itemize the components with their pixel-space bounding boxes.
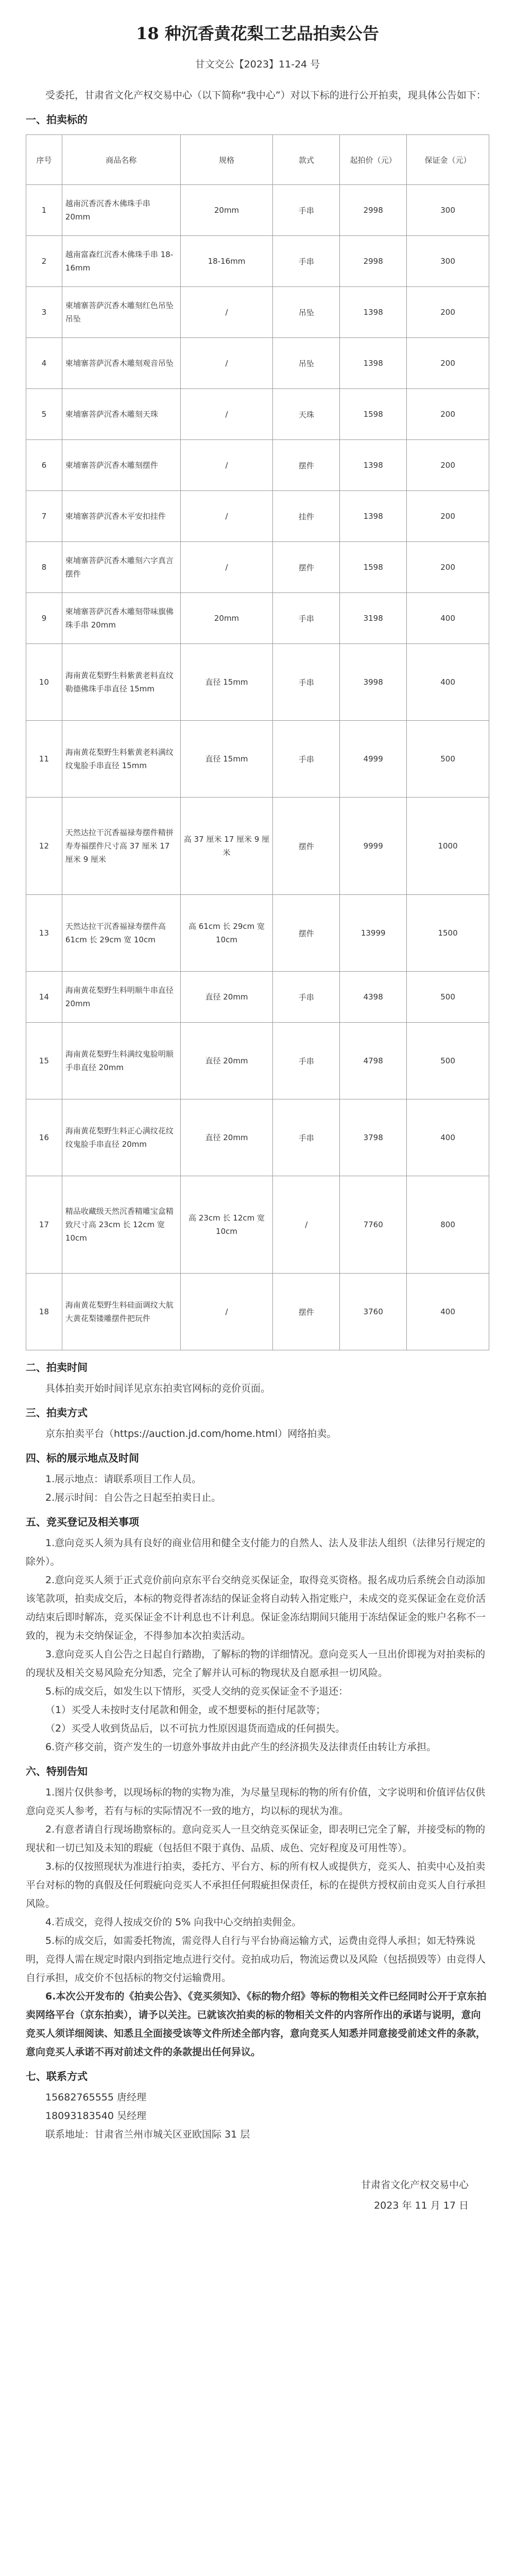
cell-no: 4 (26, 338, 62, 389)
cell-name: 柬埔寨菩萨沉香木雕刻摆件 (62, 440, 180, 491)
col-header-name: 商品名称 (62, 135, 180, 185)
cell-spec: 直径 15mm (180, 644, 273, 721)
cell-deposit: 300 (407, 236, 489, 287)
cell-spec: 直径 15mm (180, 721, 273, 798)
cell-name: 越南富森红沉香木佛珠手串 18-16mm (62, 236, 180, 287)
cell-price: 1398 (340, 440, 407, 491)
contact-phone-1: 15682765555 唐经理 (45, 2092, 147, 2103)
cell-spec: / (180, 338, 273, 389)
cell-no: 5 (26, 389, 62, 440)
section-heading-viewing: 四、标的展示地点及时间 (26, 1452, 139, 1464)
cell-price: 3798 (340, 1099, 407, 1176)
cell-deposit: 400 (407, 1274, 489, 1350)
cell-spec: 高 37 厘米 17 厘米 9 厘米 (180, 798, 273, 895)
cell-name: 柬埔寨菩萨沉香木雕刻观音吊坠 (62, 338, 180, 389)
cell-deposit: 400 (407, 644, 489, 721)
notice-item-5: 5.标的成交后，如需委托物流，需竞得人自行与平台协商运输方式，运费由竞得人承担；如无特殊说明，竞得人需在规定时限内到指定地点进行交付。竞拍成功后，物流运费以及风险（包括损毁等）由竞得人自行承担，成交价不包括标的物交付运输费用。 (26, 1935, 486, 1984)
intro-paragraph: 受委托，甘肃省文化产权交易中心（以下简称“我中心”）对以下标的进行公开拍卖，现具体公告如下： (45, 90, 486, 101)
cell-name: 天然达拉干沉香福禄寿摆件精拼寿寿福摆件尺寸高 37 厘米 17 厘米 9 厘米 (62, 798, 180, 895)
section-heading-time: 二、拍卖时间 (26, 1361, 88, 1374)
table-row (26, 798, 489, 895)
table-row (26, 1023, 489, 1099)
registration-item-1: 1.意向竞买人须为具有良好的商业信用和健全支付能力的自然人、法人及非法人组织（法律另行规定的除外）。 (26, 1537, 486, 1567)
cell-name: 海南黄花梨野生料正心满纹花纹纹鬼脸手串直径 20mm (62, 1099, 180, 1176)
section-heading-registration: 五、竞买登记及相关事项 (26, 1516, 139, 1528)
cell-spec: 20mm (180, 185, 273, 236)
table-row (26, 593, 489, 644)
cell-price: 13999 (340, 895, 407, 972)
cell-spec: / (180, 440, 273, 491)
cell-spec: / (180, 491, 273, 542)
table-row (26, 491, 489, 542)
contact-phone-2: 18093183540 吴经理 (45, 2110, 147, 2122)
registration-subitem-1: （1）买受人未按时支付尾款和佣金，或不想要标的拒付尾款等； (45, 1704, 326, 1716)
table-row (26, 287, 489, 338)
cell-style: 摆件 (273, 895, 340, 972)
signature-org: 甘肃省文化产权交易中心 (360, 2179, 469, 2191)
cell-name: 海南黄花梨野生料紫黄老料直纹勒德佛珠手串直径 15mm (62, 644, 180, 721)
table-row (26, 972, 489, 1023)
cell-price: 4798 (340, 1023, 407, 1099)
cell-spec: / (180, 1274, 273, 1350)
table-row (26, 542, 489, 593)
notice-item-3: 3.标的仅按照现状为准进行拍卖，委托方、平台方、标的所有权人或提供方，竞买人、拍卖中心及拍卖平台对标的物的真假及任何瑕疵向竞买人不承担任何瑕疵担保责任，标的在提供方授权前由竞买人自行承担风险。 (26, 1861, 486, 1909)
col-header-no: 序号 (26, 135, 62, 185)
cell-style: 摆件 (273, 798, 340, 895)
section-heading-method: 三、拍卖方式 (26, 1406, 88, 1419)
signature-date: 2023 年 11 月 17 日 (374, 2200, 469, 2211)
notice-item-4: 4.若成交，竞得人按成交价的 5% 向我中心交纳拍卖佣金。 (45, 1917, 302, 1928)
cell-style: 天珠 (273, 389, 340, 440)
cell-price: 3760 (340, 1274, 407, 1350)
cell-no: 15 (26, 1023, 62, 1099)
registration-item-3: 3.意向竞买人自公告之日起自行踏勘，了解标的物的详细情况。意向竞买人一旦出价即视为对拍卖标的的现状及相关交易风险充分知悉，完全了解并认可标的物现状及自愿承担一切风险。 (26, 1649, 486, 1679)
section-heading-lots: 一、拍卖标的 (26, 113, 88, 126)
col-header-spec: 规格 (180, 135, 273, 185)
cell-price: 1398 (340, 491, 407, 542)
cell-deposit: 500 (407, 721, 489, 798)
cell-deposit: 500 (407, 1023, 489, 1099)
cell-name: 柬埔寨菩萨沉香木雕刻天珠 (62, 389, 180, 440)
cell-spec: 直径 20mm (180, 972, 273, 1023)
cell-price: 1598 (340, 542, 407, 593)
cell-style: 摆件 (273, 542, 340, 593)
registration-item-6: 6.资产移交前，资产发生的一切意外事故并由此产生的经济损失及法律责任由转让方承担。 (45, 1741, 437, 1753)
cell-name: 海南黄花梨野生料明顺牛串直径 20mm (62, 972, 180, 1023)
notice-item-6: 6.本次公开发布的《拍卖公告》、《竞买须知》、《标的物介绍》等标的物相关文件已经同时公开于京东拍卖网络平台（京东拍卖），请予以关注。已就该次拍卖的标的物相关文件的内容所作出的承诺与说明，意向竞买人须详细阅读、知悉且全面接受该等文件所述全部内容，意向竞买人知悉并同意接受前述文件的条款，意向竞买人承诺不再对前述文件的条款提出任何异议。 (26, 1991, 487, 2058)
cell-style: 手串 (273, 721, 340, 798)
col-header-price: 起拍价（元） (340, 135, 407, 185)
cell-style: 手串 (273, 593, 340, 644)
cell-no: 2 (26, 236, 62, 287)
cell-deposit: 1000 (407, 798, 489, 895)
cell-no: 17 (26, 1176, 62, 1274)
viewing-location: 1.展示地点：请联系项目工作人员。 (45, 1473, 202, 1485)
cell-style: 挂件 (273, 491, 340, 542)
auction-method-text: 京东拍卖平台（https://auction.jd.com/home.html）网络拍卖。 (45, 1428, 337, 1439)
cell-style: 手串 (273, 972, 340, 1023)
cell-style: / (273, 1176, 340, 1274)
table-row (26, 1099, 489, 1176)
cell-no: 18 (26, 1274, 62, 1350)
cell-name: 柬埔寨菩萨沉香木雕刻带味旗佛珠手串 20mm (62, 593, 180, 644)
cell-deposit: 300 (407, 185, 489, 236)
cell-name: 海南黄花梨野生料硅面调纹大航大黄花梨镂雕摆件把玩件 (62, 1274, 180, 1350)
table-row (26, 236, 489, 287)
signature-block (26, 2175, 489, 2216)
contact-address: 联系地址：甘肃省兰州市城关区亚欧国际 31 层 (45, 2129, 250, 2140)
cell-no: 10 (26, 644, 62, 721)
notice-item-2: 2.有意者请自行现场勘察标的。意向竞买人一旦交纳竞买保证金，即表明已完全了解，并接受标的物的现状和一切已知及未知的瑕疵（包括但不限于真伪、品质、成色、完好程度及可用性等）。 (26, 1824, 486, 1854)
page-title: 18 种沉香黄花梨工艺品拍卖公告 (136, 24, 379, 43)
cell-name: 柬埔寨菩萨沉香木雕刻红色吊坠吊坠 (62, 287, 180, 338)
cell-spec: 直径 20mm (180, 1099, 273, 1176)
cell-spec: / (180, 542, 273, 593)
cell-style: 摆件 (273, 440, 340, 491)
registration-subitem-2: （2）买受人收到货品后，以不可抗力性原因退货而造成的任何损失。 (45, 1723, 346, 1734)
viewing-time: 2.展示时间：自公告之日起至拍卖日止。 (45, 1492, 221, 1503)
cell-name: 海南黄花梨野生料紫黄老料满纹纹鬼脸手串直径 15mm (62, 721, 180, 798)
document-number: 甘文交公【2023】11-24 号 (195, 59, 320, 70)
col-header-deposit: 保证金（元） (407, 135, 489, 185)
cell-no: 6 (26, 440, 62, 491)
cell-name: 越南沉香沉香木佛珠手串 20mm (62, 185, 180, 236)
cell-deposit: 200 (407, 389, 489, 440)
cell-price: 3198 (340, 593, 407, 644)
cell-deposit: 500 (407, 972, 489, 1023)
cell-style: 吊坠 (273, 338, 340, 389)
lots-table (26, 134, 489, 1350)
cell-style: 摆件 (273, 1274, 340, 1350)
cell-no: 1 (26, 185, 62, 236)
cell-no: 8 (26, 542, 62, 593)
table-row (26, 1176, 489, 1274)
cell-price: 2998 (340, 236, 407, 287)
cell-style: 吊坠 (273, 287, 340, 338)
cell-name: 柬埔寨菩萨沉香木平安扣挂件 (62, 491, 180, 542)
table-row (26, 185, 489, 236)
cell-spec: 18-16mm (180, 236, 273, 287)
cell-style: 手串 (273, 1023, 340, 1099)
cell-name: 天然达拉干沉香福禄寿摆件高 61cm 长 29cm 宽 10cm (62, 895, 180, 972)
cell-deposit: 200 (407, 440, 489, 491)
col-header-style: 款式 (273, 135, 340, 185)
lots-table-body (26, 185, 489, 1350)
cell-no: 9 (26, 593, 62, 644)
table-row (26, 440, 489, 491)
cell-spec: / (180, 287, 273, 338)
cell-price: 2998 (340, 185, 407, 236)
cell-no: 11 (26, 721, 62, 798)
cell-deposit: 200 (407, 338, 489, 389)
cell-deposit: 400 (407, 593, 489, 644)
cell-no: 12 (26, 798, 62, 895)
cell-spec: / (180, 389, 273, 440)
cell-style: 手串 (273, 185, 340, 236)
cell-name: 精品收藏级天然沉香精雕宝盒精致尺寸高 23cm 长 12cm 宽 10cm (62, 1176, 180, 1274)
notice-item-1: 1.图片仅供参考，以现场标的物的实物为准，为尽量呈现标的物的所有价值，文字说明和价值评估仅供意向竞买人参考，若有与标的实际情况不一致的地方，均以标的现状为准。 (26, 1787, 486, 1817)
cell-spec: 高 23cm 长 12cm 宽 10cm (180, 1176, 273, 1274)
cell-spec: 高 61cm 长 29cm 宽 10cm (180, 895, 273, 972)
cell-price: 4999 (340, 721, 407, 798)
cell-price: 9999 (340, 798, 407, 895)
cell-price: 7760 (340, 1176, 407, 1274)
cell-price: 4398 (340, 972, 407, 1023)
cell-name: 海南黄花梨野生料满纹鬼脸明顺手串直径 20mm (62, 1023, 180, 1099)
cell-deposit: 200 (407, 287, 489, 338)
cell-price: 3998 (340, 644, 407, 721)
cell-no: 3 (26, 287, 62, 338)
cell-deposit: 400 (407, 1099, 489, 1176)
cell-price: 1398 (340, 338, 407, 389)
cell-spec: 直径 20mm (180, 1023, 273, 1099)
cell-name: 柬埔寨菩萨沉香木雕刻六字真言摆件 (62, 542, 180, 593)
section-heading-notice: 六、特别告知 (26, 1765, 88, 1777)
cell-deposit: 200 (407, 542, 489, 593)
auction-time-text: 具体拍卖开始时间详见京东拍卖官网标的竞价页面。 (45, 1383, 271, 1394)
table-row (26, 895, 489, 972)
cell-deposit: 200 (407, 491, 489, 542)
table-row (26, 338, 489, 389)
cell-no: 14 (26, 972, 62, 1023)
cell-deposit: 1500 (407, 895, 489, 972)
cell-style: 手串 (273, 1099, 340, 1176)
cell-spec: 20mm (180, 593, 273, 644)
registration-item-5: 5.标的成交后，如发生以下情形，买受人交纳的竞买保证金不予退还： (45, 1686, 349, 1697)
table-row (26, 1274, 489, 1350)
table-row (26, 389, 489, 440)
cell-no: 16 (26, 1099, 62, 1176)
registration-item-2: 2.意向竞买人须于正式竞价前向京东平台交纳竞买保证金，取得竞买资格。报名成功后系统会自动添加该笔款项，拍卖成交后，本标的物竞得者冻结的保证金将自动转入指定账户，未成交的竞买保证金在竞价活动结束后即时解冻，竞买保证金不计利息也不计利息。保证金冻结期间只能用于冻结保证金的账户名称不一致的，视为未交纳保证金，不得参加本次拍卖活动。 (26, 1574, 486, 1641)
table-header-row (26, 135, 489, 185)
cell-price: 1598 (340, 389, 407, 440)
table-row (26, 644, 489, 721)
cell-style: 手串 (273, 236, 340, 287)
cell-no: 13 (26, 895, 62, 972)
cell-no: 7 (26, 491, 62, 542)
cell-price: 1398 (340, 287, 407, 338)
cell-deposit: 800 (407, 1176, 489, 1274)
cell-style: 手串 (273, 644, 340, 721)
table-row (26, 721, 489, 798)
section-heading-contact: 七、联系方式 (26, 2070, 88, 2082)
